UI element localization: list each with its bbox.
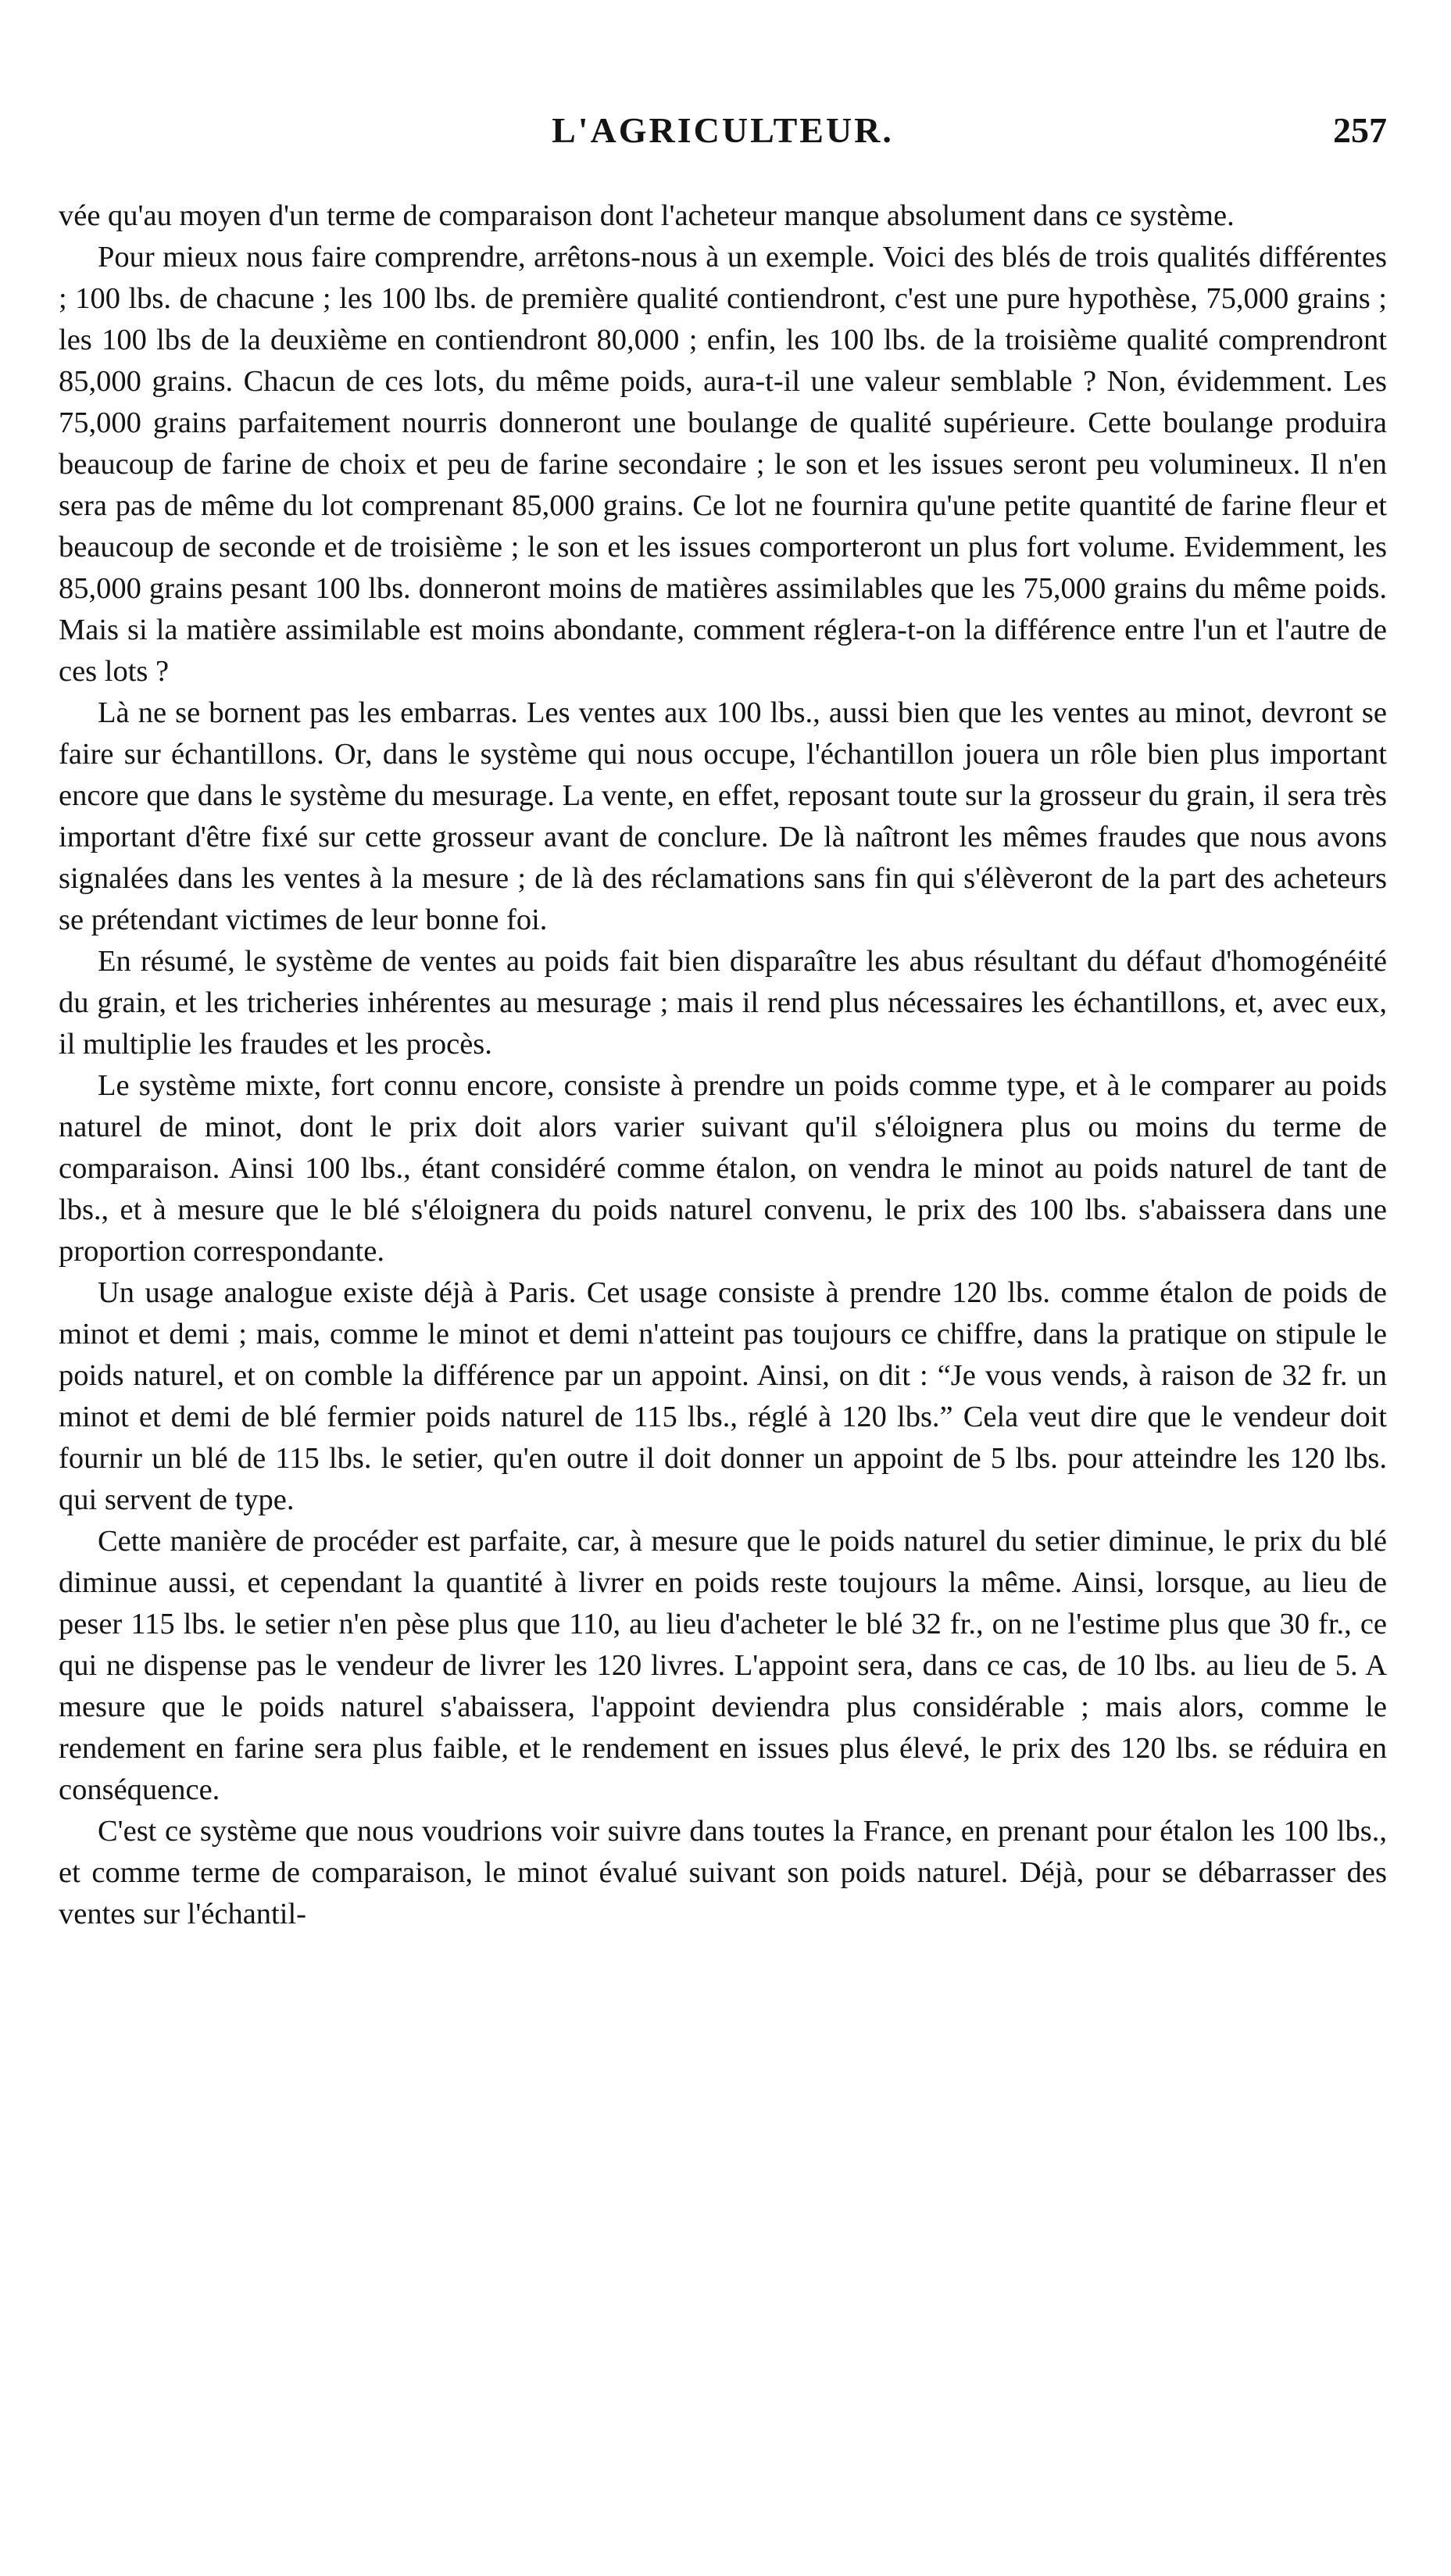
paragraph-2: Pour mieux nous faire comprendre, arrêtons-nous à un exemple. Voici des blés de trois qualités différentes ; 100 lbs. de chacune ; les 100 lbs. de première qualité contiendront, c'est une pure hypothèse, 75,000 grains ; les 100 lbs de la deuxième en contiendront 80,000 ; enfin, les 100 lbs. de la troisième qualité comprendront 85,000 grains. Chacun de ces lots, du même poids, aura-t-il une valeur semblable ? Non, évidemment. Les 75,000 grains parfaitement nourris donneront une boulange de qualité supérieure. Cette boulange produira beaucoup de farine de choix et peu de farine secondaire ; le son et les issues seront peu volumineux. Il n'en sera pas de même du lot comprenant 85,000 grains. Ce lot ne fournira qu'une petite quantité de farine fleur et beaucoup de seconde et de troisième ; le son et les issues comporteront un plus fort volume. Evidemment, les 85,000 grains pesant 100 lbs. donneront moins de matières assimilables que les 75,000 grains du même poids. Mais si la matière assimilable est moins abondante, comment réglera-t-on la différence entre l'un et l'autre de ces lots ? (59, 241, 1387, 688)
running-header (59, 109, 1387, 180)
paragraph-5: Le système mixte, fort connu encore, consiste à prendre un poids comme type, et à le comparer au poids naturel de minot, dont le prix doit alors varier suivant qu'il s'éloignera plus ou moins du terme de comparaison. Ainsi 100 lbs., étant considéré comme étalon, on vendra le minot au poids naturel de tant de lbs., et à mesure que le blé s'éloignera du poids naturel convenu, le prix des 100 lbs. s'abaissera dans une proportion correspondante. (59, 1069, 1387, 1268)
document-page (59, 109, 1387, 1935)
header-title: L'AGRICULTEUR. (552, 110, 894, 150)
paragraph-7: Cette manière de procéder est parfaite, car, à mesure que le poids naturel du setier diminue, le prix du blé diminue aussi, et cependant la quantité à livrer en poids reste toujours la même. Ainsi, lorsque, au lieu de peser 115 lbs. le setier n'en pèse plus que 110, au lieu d'acheter le blé 32 fr., on ne l'estime plus que 30 fr., ce qui ne dispense pas le vendeur de livrer les 120 livres. L'appoint sera, dans ce cas, de 10 lbs. au lieu de 5. A mesure que le poids naturel s'abaissera, l'appoint deviendra plus considérable ; mais alors, comme le rendement en farine sera plus faible, et le rendement en issues plus élevé, le prix des 120 lbs. se réduira en conséquence. (59, 1525, 1387, 1806)
page-number: 257 (1333, 110, 1387, 150)
paragraph-1: vée qu'au moyen d'un terme de comparaison dont l'acheteur manque absolument dans ce système. (59, 199, 1235, 232)
paragraph-6: Un usage analogue existe déjà à Paris. Cet usage consiste à prendre 120 lbs. comme étalon de poids de minot et demi ; mais, comme le minot et demi n'atteint pas toujours ce chiffre, dans la pratique on stipule le poids naturel, et on comble la différence par un appoint. Ainsi, on dit : “Je vous vends, à raison de 32 fr. un minot et demi de blé fermier poids naturel de 115 lbs., réglé à 120 lbs.” Cela veut dire que le vendeur doit fournir un blé de 115 lbs. le setier, qu'en outre il doit donner un appoint de 5 lbs. pour atteindre les 120 lbs. qui servent de type. (59, 1276, 1387, 1516)
paragraph-3: Là ne se bornent pas les embarras. Les ventes aux 100 lbs., aussi bien que les ventes au minot, devront se faire sur échantillons. Or, dans le système qui nous occupe, l'échantillon jouera un rôle bien plus important encore que dans le système du mesurage. La vente, en effet, reposant toute sur la grosseur du grain, il sera très important d'être fixé sur cette grosseur avant de conclure. De là naîtront les mêmes fraudes que nous avons signalées dans les ventes à la mesure ; de là des réclamations sans fin qui s'élèveront de la part des acheteurs se prétendant victimes de leur bonne foi. (59, 696, 1387, 936)
paragraph-4: En résumé, le système de ventes au poids fait bien disparaître les abus résultant du défaut d'homogénéité du grain, et les tricheries inhérentes au mesurage ; mais il rend plus nécessaires les échantillons, et, avec eux, il multiplie les fraudes et les procès. (59, 945, 1387, 1061)
paragraph-8: C'est ce système que nous voudrions voir suivre dans toutes la France, en prenant pour étalon les 100 lbs., et comme terme de comparaison, le minot évalué suivant son poids naturel. Déjà, pour se débarrasser des ventes sur l'échantil- (59, 1815, 1387, 1930)
body-text (59, 195, 1387, 1935)
